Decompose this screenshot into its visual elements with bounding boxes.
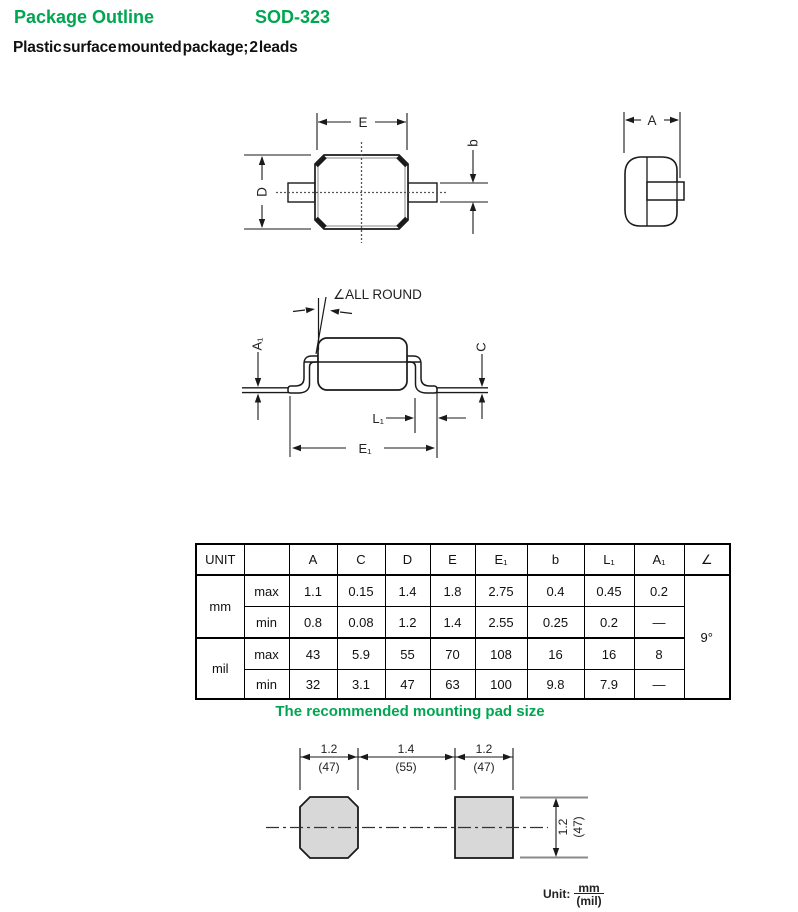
col-header-D: D (385, 544, 430, 575)
limit-cell: min (244, 607, 289, 639)
value-cell: 63 (430, 670, 475, 700)
unit-denominator: (mil) (576, 893, 602, 908)
side-view-body (318, 338, 407, 390)
unit-note (543, 882, 604, 907)
dim-D-label: D (254, 187, 270, 197)
col-header-angle: ∠ (684, 544, 730, 575)
dim-E1 (290, 396, 435, 457)
unit-header-cell: UNIT (196, 544, 244, 575)
value-cell: 0.25 (527, 607, 584, 639)
pad-dim-mid-mil: (55) (395, 760, 417, 774)
value-cell: 0.45 (584, 575, 634, 607)
col-header-A: A (289, 544, 337, 575)
mounting-pad-drawing (266, 742, 588, 858)
pad-dim-left-mm: 1.2 (320, 742, 338, 756)
dim-A1 (250, 337, 265, 420)
value-cell: 0.15 (337, 575, 385, 607)
dim-E-label: E (358, 115, 368, 130)
value-cell: 1.4 (430, 607, 475, 639)
mounting-pad-title: The recommended mounting pad size (275, 703, 545, 720)
value-cell: 0.08 (337, 607, 385, 639)
value-cell: 55 (385, 638, 430, 670)
page-title: Package Outline (14, 7, 155, 27)
pad-dim-height-mil: (47) (571, 816, 585, 838)
pad-dim-mid-mm: 1.4 (397, 742, 415, 756)
value-cell: 8 (634, 638, 684, 670)
value-cell: — (634, 670, 684, 700)
unit-mil-cell: mil (196, 638, 244, 699)
col-header-E: E (430, 544, 475, 575)
table-row-mil-min (196, 670, 730, 700)
pad-dim-right-mil: (47) (473, 760, 495, 774)
table-row-mm-max (196, 575, 730, 607)
table-row-mm-min (196, 607, 730, 639)
unit-mm-cell: mm (196, 575, 244, 638)
angle-all-round-label: ∠ALL ROUND (333, 287, 422, 302)
angle-value-cell: 9° (684, 575, 730, 699)
end-view-lead (647, 182, 684, 200)
dim-A-label: A (647, 113, 657, 128)
value-cell: 5.9 (337, 638, 385, 670)
dimension-table-container (195, 543, 731, 700)
dimension-table (195, 543, 731, 700)
unit-numerator: mm (578, 881, 600, 895)
value-cell: 32 (289, 670, 337, 700)
value-cell: 7.9 (584, 670, 634, 700)
col-header-E1: E₁ (475, 544, 527, 575)
col-header-L1: L₁ (584, 544, 634, 575)
value-cell: 3.1 (337, 670, 385, 700)
col-header-A1: A₁ (634, 544, 684, 575)
dim-C (474, 342, 489, 419)
col-header-C: C (337, 544, 385, 575)
package-name: SOD-323 (255, 7, 331, 27)
value-cell: 1.1 (289, 575, 337, 607)
value-cell: 0.2 (584, 607, 634, 639)
value-cell: 1.8 (430, 575, 475, 607)
value-cell: 0.2 (634, 575, 684, 607)
value-cell: 16 (527, 638, 584, 670)
pad-dim-height-mm: 1.2 (556, 818, 570, 836)
limit-cell: max (244, 575, 289, 607)
value-cell: 2.75 (475, 575, 527, 607)
col-header-b: b (527, 544, 584, 575)
dim-L1-label: L₁ (372, 411, 384, 426)
table-header-row (196, 544, 730, 575)
top-view-drawing (244, 113, 488, 243)
pad-dim-right-mm: 1.2 (475, 742, 493, 756)
dim-E1-label: E₁ (358, 441, 372, 456)
table-row-mil-max (196, 638, 730, 670)
value-cell: 70 (430, 638, 475, 670)
dim-E (317, 113, 407, 150)
page-subtitle: Plastic surface mounted package; 2 leads (13, 39, 298, 56)
pad-dim-left-mil: (47) (318, 760, 340, 774)
dim-A1-label: A₁ (249, 337, 265, 351)
end-view-drawing (624, 112, 684, 226)
value-cell: 2.55 (475, 607, 527, 639)
value-cell: 16 (584, 638, 634, 670)
value-cell: 1.2 (385, 607, 430, 639)
value-cell: 43 (289, 638, 337, 670)
unit-fraction (574, 882, 603, 907)
value-cell: 47 (385, 670, 430, 700)
side-view-drawing (242, 287, 489, 458)
dim-b-label: b (465, 139, 481, 147)
value-cell: 9.8 (527, 670, 584, 700)
dim-b (440, 139, 488, 234)
value-cell: 108 (475, 638, 527, 670)
value-cell: — (634, 607, 684, 639)
value-cell: 0.8 (289, 607, 337, 639)
limit-header-cell (244, 544, 289, 575)
value-cell: 1.4 (385, 575, 430, 607)
limit-cell: max (244, 638, 289, 670)
dim-C-label: C (473, 342, 489, 352)
value-cell: 0.4 (527, 575, 584, 607)
limit-cell: min (244, 670, 289, 700)
unit-label: Unit: (543, 886, 571, 901)
value-cell: 100 (475, 670, 527, 700)
